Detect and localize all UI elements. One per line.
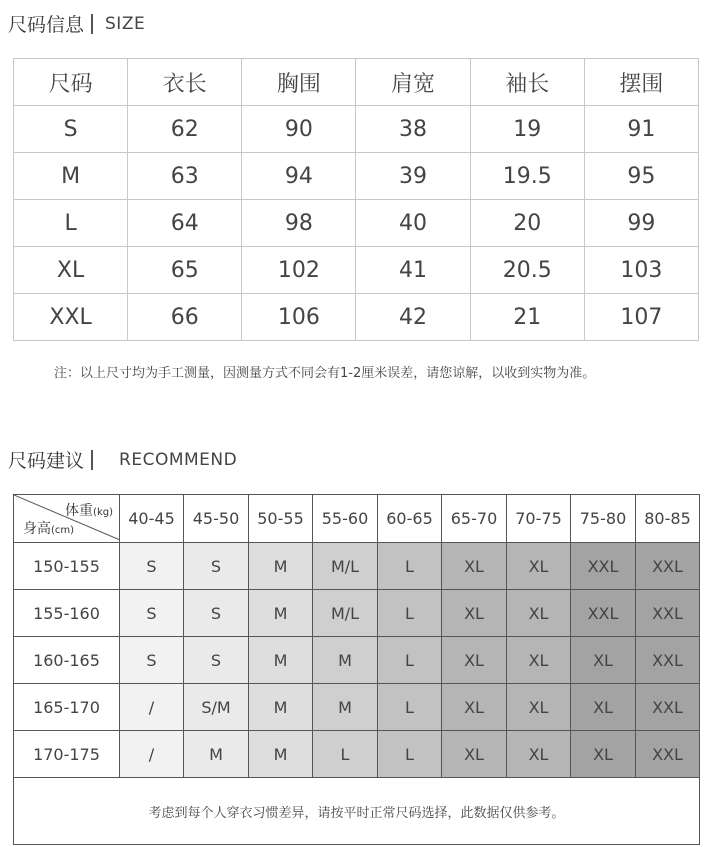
weight-header-cell: 40-45 bbox=[120, 495, 184, 543]
size-section-title: 尺码信息 bbox=[8, 14, 85, 36]
size-cell: XL bbox=[14, 247, 128, 294]
weight-header-cell: 60-65 bbox=[378, 495, 442, 543]
recommend-size-cell: L bbox=[378, 731, 442, 778]
size-cell: S bbox=[14, 106, 128, 153]
recommend-size-cell: XL bbox=[507, 637, 571, 684]
recommend-row bbox=[14, 637, 700, 684]
size-cell: 20.5 bbox=[470, 247, 584, 294]
recommend-size-cell: M/L bbox=[313, 543, 378, 590]
recommend-size-cell: L bbox=[378, 590, 442, 637]
weight-header-cell: 55-60 bbox=[313, 495, 378, 543]
recommend-footer-row bbox=[14, 778, 700, 845]
size-cell: 42 bbox=[356, 294, 470, 341]
size-cell: 102 bbox=[242, 247, 356, 294]
recommend-size-cell: L bbox=[378, 684, 442, 731]
size-row bbox=[14, 294, 699, 341]
recommend-size-cell: S bbox=[120, 637, 184, 684]
size-cell: 98 bbox=[242, 200, 356, 247]
size-header-cell: 尺码 bbox=[14, 59, 128, 106]
heading-divider bbox=[91, 14, 93, 34]
recommend-size-cell: M bbox=[249, 684, 313, 731]
recommend-size-cell: S/M bbox=[184, 684, 249, 731]
recommend-row bbox=[14, 590, 700, 637]
size-note: 注：以上尺寸均为手工测量，因测量方式不同会有1-2厘米误差，请您谅解，以收到实物为准。 bbox=[54, 366, 596, 381]
size-header-cell: 衣长 bbox=[128, 59, 242, 106]
weight-header-cell: 70-75 bbox=[507, 495, 571, 543]
height-cell: 160-165 bbox=[14, 637, 120, 684]
recommend-size-cell: M bbox=[184, 731, 249, 778]
height-label: 身高(cm) bbox=[23, 521, 75, 537]
size-cell: 66 bbox=[128, 294, 242, 341]
recommend-size-cell: XXL bbox=[636, 731, 700, 778]
recommend-size-cell: S bbox=[184, 543, 249, 590]
size-cell: 106 bbox=[242, 294, 356, 341]
recommend-size-cell: S bbox=[184, 590, 249, 637]
size-cell: 40 bbox=[356, 200, 470, 247]
recommend-size-cell: L bbox=[313, 731, 378, 778]
size-cell: 103 bbox=[584, 247, 698, 294]
recommend-size-cell: XL bbox=[571, 684, 636, 731]
height-cell: 150-155 bbox=[14, 543, 120, 590]
recommend-size-cell: XXL bbox=[636, 590, 700, 637]
recommend-size-cell: XL bbox=[442, 637, 507, 684]
recommend-header-row bbox=[14, 495, 700, 543]
size-cell: L bbox=[14, 200, 128, 247]
size-cell: 62 bbox=[128, 106, 242, 153]
size-cell: XXL bbox=[14, 294, 128, 341]
size-cell: 20 bbox=[470, 200, 584, 247]
recommend-row bbox=[14, 731, 700, 778]
recommend-size-cell: M bbox=[249, 731, 313, 778]
size-section-subtitle: SIZE bbox=[105, 13, 146, 34]
size-header-cell: 肩宽 bbox=[356, 59, 470, 106]
weight-header-cell: 65-70 bbox=[442, 495, 507, 543]
recommend-size-cell: M bbox=[249, 590, 313, 637]
size-cell: 107 bbox=[584, 294, 698, 341]
recommend-size-cell: / bbox=[120, 731, 184, 778]
recommend-size-cell: XL bbox=[507, 543, 571, 590]
size-cell: 65 bbox=[128, 247, 242, 294]
size-cell: 41 bbox=[356, 247, 470, 294]
recommend-size-cell: XL bbox=[507, 590, 571, 637]
weight-header-cell: 75-80 bbox=[571, 495, 636, 543]
size-row bbox=[14, 153, 699, 200]
size-cell: M bbox=[14, 153, 128, 200]
recommend-size-cell: XL bbox=[442, 731, 507, 778]
size-cell: 91 bbox=[584, 106, 698, 153]
size-header-cell: 袖长 bbox=[470, 59, 584, 106]
size-cell: 21 bbox=[470, 294, 584, 341]
size-cell: 99 bbox=[584, 200, 698, 247]
size-cell: 94 bbox=[242, 153, 356, 200]
size-section-heading bbox=[8, 10, 145, 37]
size-table bbox=[13, 58, 699, 341]
size-cell: 64 bbox=[128, 200, 242, 247]
recommend-section-subtitle: RECOMMEND bbox=[119, 449, 238, 470]
recommend-table bbox=[13, 494, 700, 845]
corner-cell bbox=[14, 495, 120, 543]
recommend-row bbox=[14, 543, 700, 590]
weight-header-cell: 50-55 bbox=[249, 495, 313, 543]
recommend-size-cell: XL bbox=[571, 731, 636, 778]
size-row bbox=[14, 247, 699, 294]
height-cell: 165-170 bbox=[14, 684, 120, 731]
size-row bbox=[14, 106, 699, 153]
recommend-size-cell: S bbox=[120, 590, 184, 637]
recommend-size-cell: M/L bbox=[313, 590, 378, 637]
recommend-size-cell: L bbox=[378, 543, 442, 590]
weight-header-cell: 45-50 bbox=[184, 495, 249, 543]
recommend-size-cell: M bbox=[313, 684, 378, 731]
height-cell: 155-160 bbox=[14, 590, 120, 637]
recommend-size-cell: XL bbox=[442, 684, 507, 731]
recommend-size-cell: L bbox=[378, 637, 442, 684]
height-cell: 170-175 bbox=[14, 731, 120, 778]
size-cell: 39 bbox=[356, 153, 470, 200]
recommend-size-cell: M bbox=[249, 543, 313, 590]
recommend-size-cell: XXL bbox=[571, 590, 636, 637]
size-cell: 19 bbox=[470, 106, 584, 153]
size-header-row bbox=[14, 59, 699, 106]
recommend-size-cell: XXL bbox=[636, 684, 700, 731]
recommend-size-cell: S bbox=[120, 543, 184, 590]
recommend-size-cell: XXL bbox=[636, 543, 700, 590]
recommend-size-cell: XL bbox=[442, 543, 507, 590]
recommend-size-cell: M bbox=[313, 637, 378, 684]
recommend-size-cell: / bbox=[120, 684, 184, 731]
size-cell: 63 bbox=[128, 153, 242, 200]
recommend-section-heading bbox=[8, 446, 237, 473]
recommend-size-cell: XL bbox=[571, 637, 636, 684]
recommend-size-cell: XL bbox=[442, 590, 507, 637]
size-cell: 38 bbox=[356, 106, 470, 153]
recommend-row bbox=[14, 684, 700, 731]
recommend-size-cell: XL bbox=[507, 684, 571, 731]
recommend-size-cell: XXL bbox=[571, 543, 636, 590]
size-row bbox=[14, 200, 699, 247]
size-header-cell: 胸围 bbox=[242, 59, 356, 106]
size-header-cell: 摆围 bbox=[584, 59, 698, 106]
weight-label: 体重(kg) bbox=[65, 503, 113, 519]
recommend-size-cell: M bbox=[249, 637, 313, 684]
size-cell: 95 bbox=[584, 153, 698, 200]
heading-divider bbox=[91, 450, 93, 470]
recommend-size-cell: XL bbox=[507, 731, 571, 778]
recommend-footer-note: 考虑到每个人穿衣习惯差异，请按平时正常尺码选择，此数据仅供参考。 bbox=[14, 778, 700, 845]
recommend-size-cell: XXL bbox=[636, 637, 700, 684]
size-cell: 90 bbox=[242, 106, 356, 153]
recommend-size-cell: S bbox=[184, 637, 249, 684]
recommend-section-title: 尺码建议 bbox=[8, 450, 85, 472]
size-cell: 19.5 bbox=[470, 153, 584, 200]
weight-header-cell: 80-85 bbox=[636, 495, 700, 543]
